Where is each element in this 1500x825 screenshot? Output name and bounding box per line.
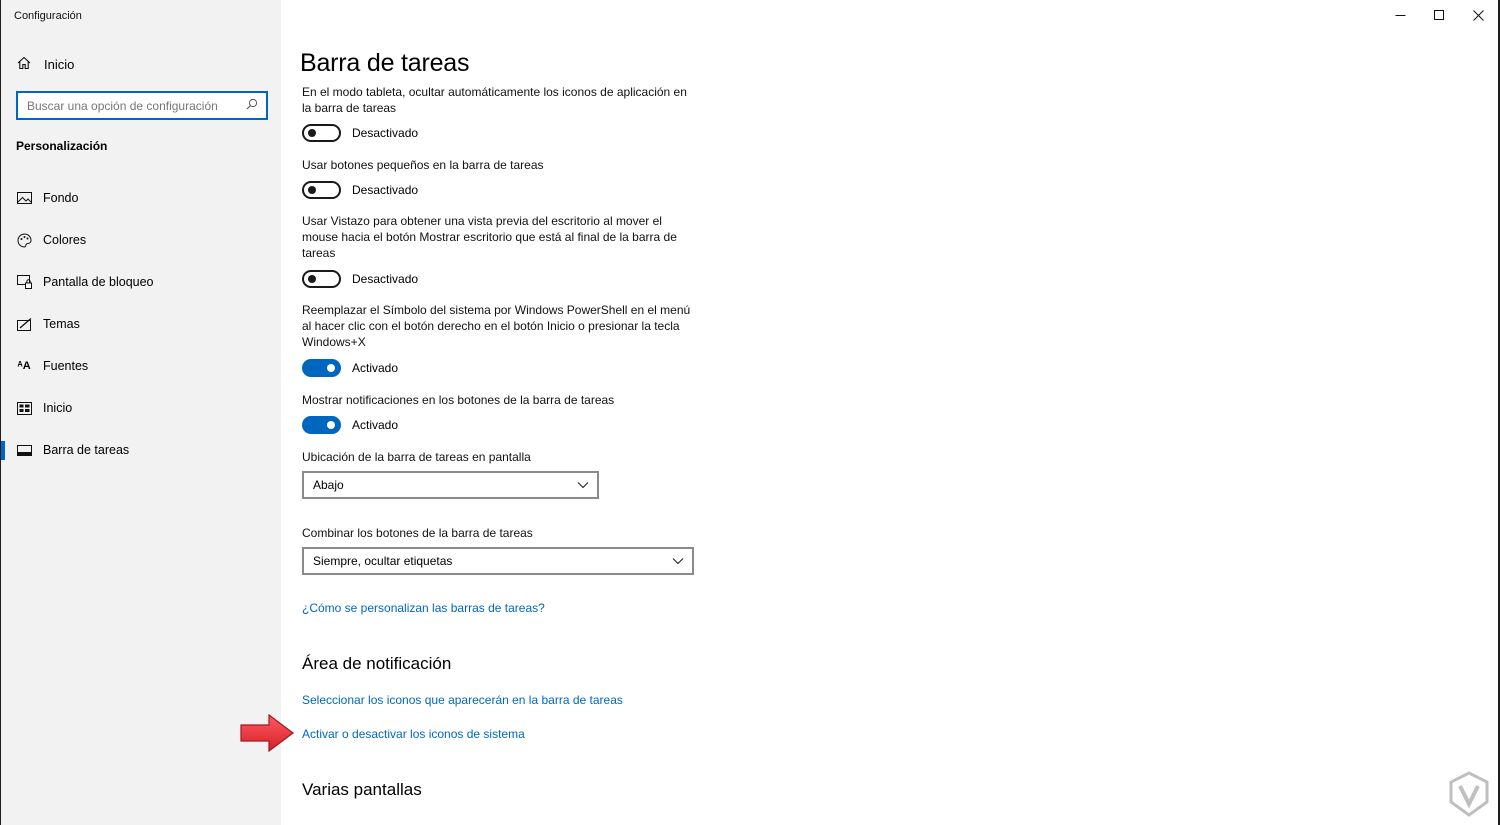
combine-dropdown[interactable] [302,547,694,575]
sidebar-item-inicio[interactable] [1,387,281,429]
sidebar-item-barra-de-tareas[interactable] [1,429,281,471]
sidebar-item-label: Pantalla de bloqueo [43,275,154,289]
font-icon: ᴬA [17,360,31,372]
toggle-switch[interactable] [302,416,341,434]
sidebar-item-fuentes[interactable] [1,345,281,387]
picture-icon [16,190,32,206]
sidebar-item-colores[interactable] [1,219,281,261]
dropdown-value: Siempre, ocultar etiquetas [313,554,453,568]
themes-icon [16,316,32,332]
sidebar-nav [1,177,281,471]
sidebar [0,0,281,825]
home-icon [17,56,31,73]
setting-label-peek: Usar Vistazo para obtener una vista previa del escritorio al mover el mouse hacia el botón Mostrar escritorio que está al final de la barra de tareas [302,214,677,260]
toggle-row-powershell[interactable] [302,359,398,377]
main-content [281,0,1498,825]
toggle-state: Desactivado [352,126,419,140]
toggle-row-small-buttons[interactable] [302,181,418,199]
sidebar-item-label: Colores [43,233,87,247]
setting-label-tablet-hide-icons: En el modo tableta, ocultar automáticamente los iconos de aplicación en la barra de tareas [302,85,687,115]
taskbar-icon [16,442,32,458]
toggle-state: Activado [352,418,399,432]
sidebar-item-pantalla-de-bloqueo[interactable] [1,261,281,303]
dropdown-value: Abajo [313,478,344,492]
system-icons-link[interactable]: Activar o desactivar los iconos de sistema [302,727,525,741]
sidebar-item-label: Inicio [43,401,73,415]
location-label: Ubicación de la barra de tareas en pantalla [302,450,531,464]
sidebar-item-label: Temas [43,317,80,331]
combine-label: Combinar los botones de la barra de tareas [302,526,533,540]
sidebar-item-label: Barra de tareas [43,443,130,457]
help-link[interactable]: ¿Cómo se personalizan las barras de tareas? [302,601,545,615]
sidebar-item-label: Fuentes [43,359,89,373]
palette-icon [16,232,32,248]
multiple-displays-heading: Varias pantallas [302,780,422,799]
sidebar-item-fondo[interactable] [1,177,281,219]
toggle-row-badges[interactable] [302,416,398,434]
toggle-state: Activado [352,361,399,375]
lock-screen-icon [16,274,32,290]
toggle-switch[interactable] [302,181,341,199]
search-input[interactable] [27,99,246,113]
toggle-knob [308,275,316,283]
toggle-knob [327,364,335,372]
toggle-row-peek[interactable] [302,270,418,288]
setting-label-badges: Mostrar notificaciones en los botones de la barra de tareas [302,393,615,407]
page-title: Barra de tareas [300,49,470,77]
toggle-switch[interactable] [302,270,341,288]
toggle-knob [308,186,316,194]
chevron-down-icon [672,554,684,568]
chevron-down-icon [577,478,589,492]
start-icon [16,400,32,416]
toggle-row-tablet-hide-icons[interactable] [302,124,418,142]
app-title: Configuración [14,10,82,22]
search-box[interactable] [16,91,268,120]
toggle-switch[interactable] [302,124,341,142]
annotation-arrow-icon [240,714,294,757]
setting-label-powershell: Reemplazar el Símbolo del sistema por Windows PowerShell en el menú al hacer clic con el botón derecho en el botón Inicio o presionar la tecla Windows+X [302,303,691,349]
home-nav-item[interactable] [17,56,74,73]
search-icon[interactable] [246,97,258,115]
toggle-state: Desactivado [352,183,419,197]
setting-label-small-buttons: Usar botones pequeños en la barra de tareas [302,158,544,172]
location-dropdown[interactable] [302,471,599,499]
sidebar-item-label: Fondo [43,191,79,205]
home-label: Inicio [44,57,75,72]
section-label: Personalización [16,139,108,153]
watermark-logo [1447,770,1491,823]
toggle-state: Desactivado [352,272,419,286]
sidebar-item-temas[interactable] [1,303,281,345]
notification-area-heading: Área de notificación [302,654,452,673]
select-taskbar-icons-link[interactable]: Seleccionar los iconos que aparecerán en la barra de tareas [302,693,623,707]
toggle-knob [308,129,316,137]
toggle-knob [327,421,335,429]
toggle-switch[interactable] [302,359,341,377]
